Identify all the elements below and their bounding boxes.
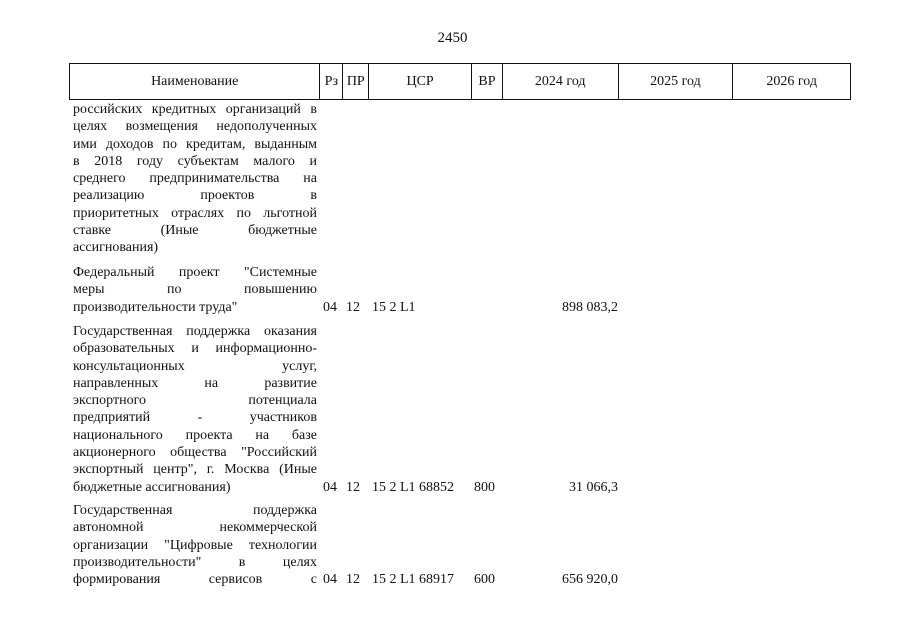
row-name-line: ими доходов по кредитам, выданным [73,136,317,152]
row-name-line: реализацию проектов в [73,188,317,204]
row-name-line: среднего предпринимательства на [73,171,317,187]
row-name-line: приоритетных отраслях по льготной [73,205,317,221]
header-2024: 2024 год [503,64,619,99]
row-name-line: организации "Цифровые технологии [73,537,317,553]
header-pr: ПР [343,64,369,99]
row-name [73,323,317,496]
row-name-line: экспортного потенциала [73,393,317,409]
row-name-line: направленных на развитие [73,375,317,391]
row-name-line: в 2018 году субъектам малого и [73,153,317,169]
row-name-line: бюджетные ассигнования) [73,479,231,495]
row-vr: 800 [474,479,495,495]
header-name: Наименование [70,64,320,99]
row-name-line: формирования сервисов с [73,572,317,588]
row-rz: 04 [323,299,337,315]
row-rz: 04 [323,479,337,495]
row-name-line: национального проекта на базе [73,427,317,443]
row-name [73,264,317,316]
header-2025: 2025 год [619,64,734,99]
row-name-line: производительности труда" [73,299,238,315]
row-csr: 15 2 L1 68917 [372,572,455,588]
row-name-line: консультационных услуг, [73,358,317,374]
row-name-line: производительности" в целях [73,554,317,570]
header-2026: 2026 год [766,73,817,89]
row-name-line: Государственная поддержка оказания [73,324,317,339]
row-name [73,502,317,588]
header-csr: ЦСР [369,64,472,99]
header-rz: Рз [320,64,343,99]
row-name-line: российских кредитных организаций в [73,102,317,117]
row-name [73,101,317,257]
row-2024: 31 066,3 [569,479,618,495]
row-name-line: предприятий - участников [73,410,317,426]
row-name-line: ставке (Иные бюджетные [73,223,317,239]
row-pr: 12 [346,479,360,495]
row-csr: 15 2 L1 68852 [372,479,455,495]
row-2024: 656 920,0 [562,572,618,588]
row-pr: 12 [346,572,360,588]
header-vr: ВР [472,64,503,99]
row-name-line: автономной некоммерческой [73,520,317,536]
row-rz: 04 [323,572,337,588]
row-name-line: Федеральный проект "Системные [73,265,317,280]
row-vr: 600 [474,572,495,588]
row-name-line: Государственная поддержка [73,503,317,518]
table-header [69,63,851,100]
row-name-line: экспортный центр", г. Москва (Иные [73,462,317,478]
page-number: 2450 [437,30,468,46]
row-name-line: акционерного общества "Российский [73,445,317,461]
row-name-line: образовательных и информационно- [73,341,317,357]
row-name-line: меры по повышению [73,282,317,298]
row-2024: 898 083,2 [562,299,618,315]
row-name-line: ассигнования) [73,240,159,256]
row-name-line: целях возмещения недополученных [73,119,317,135]
row-pr: 12 [346,299,360,315]
row-csr: 15 2 L1 [372,299,416,315]
